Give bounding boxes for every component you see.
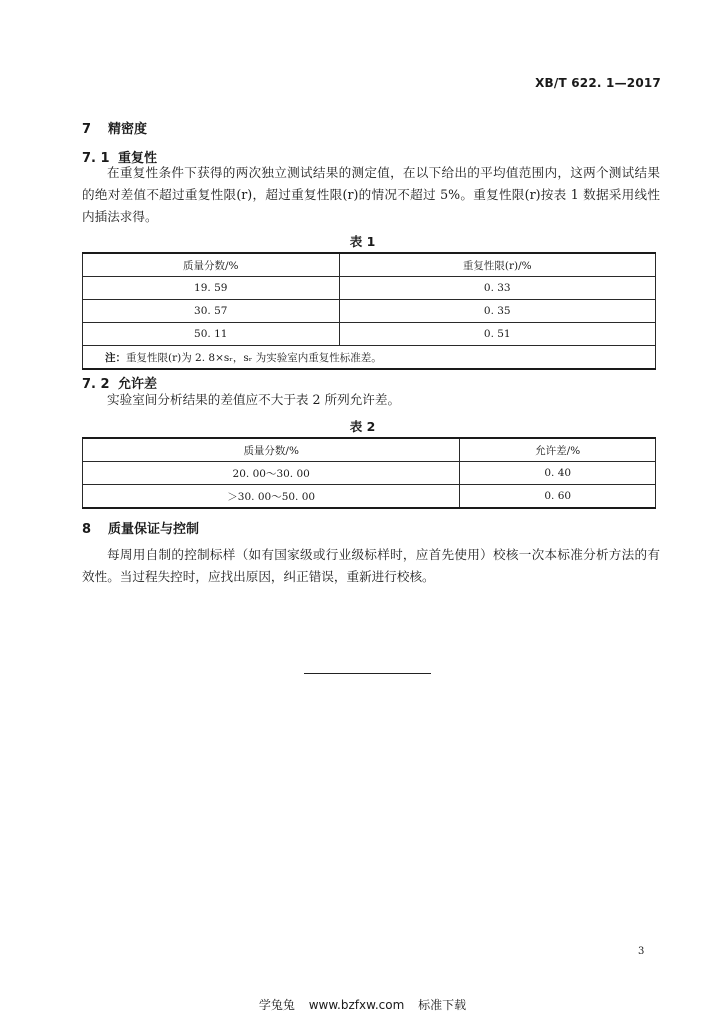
footer-site: 学兔兔 [258,998,295,1012]
table-row [83,300,656,323]
section-8-heading [82,518,199,537]
table-cell: ＞30. 00～50. 00 [83,485,460,509]
column-header: 允许差/% [460,438,656,462]
table-row [83,277,656,300]
table-cell: 30. 57 [83,300,340,323]
table-cell: 50. 11 [83,323,340,346]
subsection-title: 重复性 [118,151,158,166]
document-code: XB/T 622. 1—2017 [535,76,661,90]
footer-tagline: 标准下载 [418,998,467,1012]
end-rule [304,673,431,674]
subsection-title: 允许差 [118,377,158,392]
table-cell: 0. 60 [460,485,656,509]
column-header: 重复性限(r)/% [339,253,656,277]
table-row [83,462,656,485]
footer-url[interactable]: www.bzfxw.com [308,998,405,1012]
section-title: 精密度 [108,122,148,137]
note-label: 注： [105,351,126,364]
table-cell: 0. 40 [460,462,656,485]
subsection-number: 7. 2 [82,377,110,392]
table-row [83,485,656,509]
section-7-heading [82,118,147,137]
note-text: 重复性限(r)为 2. 8×sᵣ，sᵣ 为实验室内重复性标准差。 [126,351,382,364]
table-cell: 0. 35 [339,300,656,323]
footer [0,996,725,1013]
section-title: 质量保证与控制 [108,522,200,537]
table-2 [82,437,656,509]
column-header: 质量分数/% [83,438,460,462]
table-cell: 0. 51 [339,323,656,346]
table-header-row [83,438,656,462]
section-number: 8 [82,522,92,537]
table-1 [82,252,656,370]
table-2-caption: 表 2 [349,419,376,434]
table-row [83,323,656,346]
table-cell: 19. 59 [83,277,340,300]
section-7-2-paragraph: 实验室间分析结果的差值应不大于表 2 所列允许差。 [107,392,401,407]
section-7-1-paragraph: 在重复性条件下获得的两次独立测试结果的测定值，在以下给出的平均值范围内，这两个测试结果的绝对差值不超过重复性限(r)，超过重复性限(r)的情况不超过 5%。重复性限(r)按表 1 数据采用线性内插法求得。 [82,165,660,224]
table-cell: 0. 33 [339,277,656,300]
table-header-row [83,253,656,277]
subsection-number: 7. 1 [82,151,110,166]
section-8-paragraph: 每周用自制的控制标样（如有国家级或行业级标样时，应首先使用）校核一次本标准分析方法的有效性。当过程失控时，应找出原因，纠正错误，重新进行校核。 [82,547,660,584]
column-header: 质量分数/% [83,253,340,277]
section-number: 7 [82,122,92,137]
table-cell: 20. 00～30. 00 [83,462,460,485]
table-note [83,346,656,370]
page-number: 3 [638,946,645,957]
table-1-caption: 表 1 [349,234,376,249]
table-note-row [83,346,656,370]
